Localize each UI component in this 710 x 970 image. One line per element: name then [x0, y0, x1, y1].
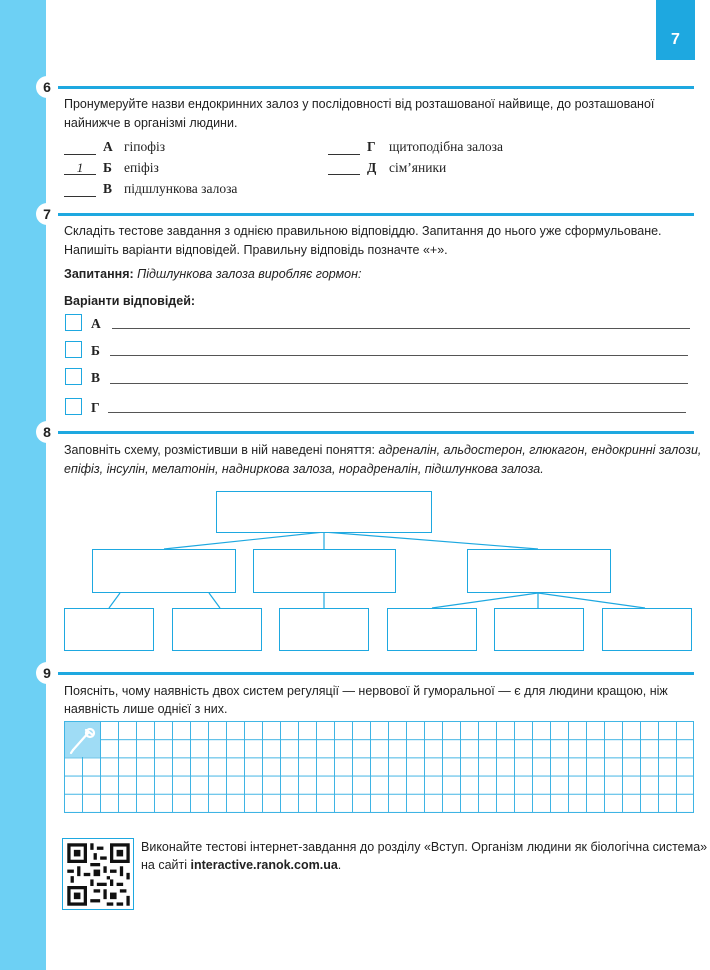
footer-suffix: .	[337, 858, 342, 872]
task-8-number: 8	[36, 421, 58, 443]
scheme-level2-box-1[interactable]	[92, 549, 236, 593]
scheme-level3-box-4[interactable]	[387, 608, 477, 651]
item-label-g: щитоподібна залоза	[389, 139, 504, 154]
footer-prefix: на сайті	[141, 858, 188, 872]
task-7-text-line2: Напишіть варіанти відповідей. Правильну відповідь позначте «+».	[64, 243, 448, 257]
task-6-text-line1: Пронумеруйте назви ендокринних залоз у послідовності від розташованої найвище, до розташованої	[64, 97, 655, 111]
item-label-v: підшлункова залоза	[124, 181, 238, 196]
scheme-root-box[interactable]	[216, 491, 432, 533]
item-label-b: епіфіз	[124, 160, 159, 175]
item-letter-a: А	[103, 139, 113, 154]
item-label-a: гіпофіз	[124, 139, 166, 154]
task-9-text-line2: наявність лише однієї з них.	[64, 702, 228, 716]
qr-code[interactable]	[62, 838, 134, 910]
footer-text-line2	[141, 856, 341, 875]
task-8-instruction: Заповніть схему, розмістивши в ній наведені поняття:	[64, 443, 375, 457]
task-6-number: 6	[36, 76, 58, 98]
scheme-level3-box-2[interactable]	[172, 608, 262, 651]
scheme-level3-box-1[interactable]	[64, 608, 154, 651]
scheme-level2-box-2[interactable]	[253, 549, 396, 593]
footer-site-link[interactable]: interactive.ranok.com.ua	[190, 858, 338, 872]
scheme-level2-box-3[interactable]	[467, 549, 611, 593]
scheme-level3-box-3[interactable]	[279, 608, 369, 651]
answer-grid[interactable]	[64, 721, 694, 813]
option-g-letter: Г	[91, 400, 100, 415]
task-9-text-line1: Поясніть, чому наявність двох систем регуляції — нервової й гуморальної — є для людини кращою, ніж	[64, 684, 668, 698]
task-6-text-line2: найнижче в організмі людини.	[64, 116, 238, 130]
question-text: Підшлункова залоза виробляє гормон:	[137, 267, 362, 281]
task-8-terms-1: адреналін, альдостерон, глюкагон, ендокринні залози,	[378, 443, 702, 457]
option-v-letter: В	[91, 370, 101, 385]
item-letter-d: Д	[367, 160, 377, 175]
item-label-d: сім’яники	[389, 160, 447, 175]
pen-icon	[65, 722, 100, 757]
item-letter-v: В	[103, 181, 113, 196]
item-letter-g: Г	[367, 139, 376, 154]
question-label: Запитання:	[64, 267, 134, 281]
scheme-level3-box-6[interactable]	[602, 608, 692, 651]
footer-text-line1: Виконайте тестові інтернет-завдання до розділу «Вступ. Організм людини як біологічна система»	[141, 840, 708, 854]
scheme-level3-box-5[interactable]	[494, 608, 584, 651]
option-a-letter: А	[91, 316, 101, 331]
task-7-text-line1: Складіть тестове завдання з однією правильною відповіддю. Запитання до нього уже сформульоване.	[64, 224, 662, 238]
task-9-divider	[58, 672, 694, 675]
task-7-options-label: Варіанти відповідей:	[64, 294, 196, 308]
task-9-number: 9	[36, 662, 58, 684]
task-7-number: 7	[36, 203, 58, 225]
answer-blank-b[interactable]: 1	[64, 161, 96, 175]
page-number: 7	[656, 0, 695, 60]
item-letter-b: Б	[103, 160, 112, 175]
task-8-terms-2: епіфіз, інсулін, мелатонін, надниркова залоза, норадреналін, підшлункова залоза.	[64, 462, 544, 476]
option-b-letter: Б	[91, 343, 100, 358]
